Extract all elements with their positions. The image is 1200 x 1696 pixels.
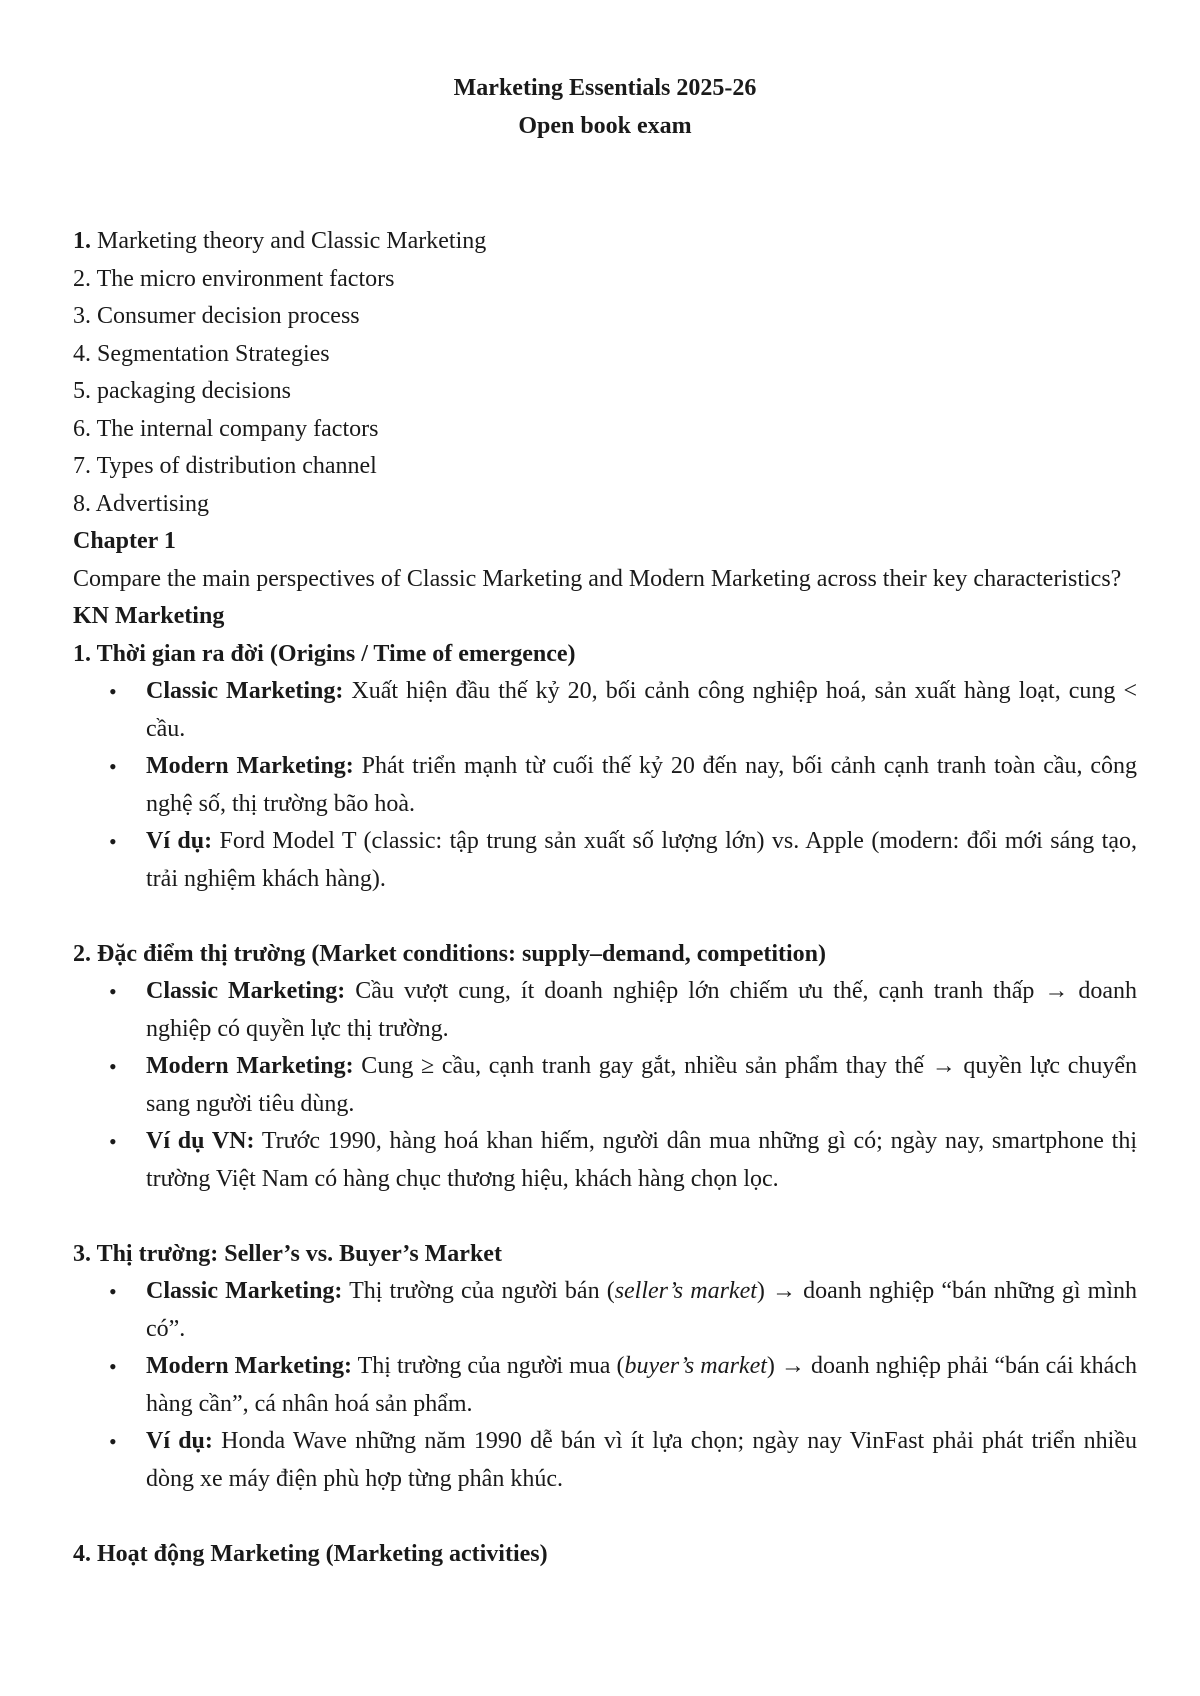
topic-item [73, 223, 1137, 261]
bullet-text: Trước 1990, hàng hoá khan hiếm, người dân mua những gì có; ngày nay, smartphone thị trường Việt Nam có hàng chục thương hiệu, khách hàng chọn lọc. [146, 1128, 1138, 1192]
topic-item [73, 373, 1137, 411]
spacer [73, 1498, 1137, 1536]
bullet-text: Ford Model T (classic: tập trung sản xuất số lượng lớn) vs. Apple (modern: đổi mới sáng tạo, trải nghiệm khách hàng). [146, 828, 1137, 892]
topic-number: 7. [73, 453, 91, 479]
section-heading: 2. Đặc điểm thị trường (Market conditions: supply–demand, competition) [73, 940, 827, 967]
spacer [73, 898, 1137, 936]
topic-item [73, 448, 1137, 486]
topic-list [73, 223, 1137, 523]
document-page [73, 70, 1137, 1573]
topic-item [73, 411, 1137, 449]
section-heading: 3. Thị trường: Seller’s vs. Buyer’s Market [73, 1240, 502, 1267]
topic-item [73, 261, 1137, 299]
section-heading: 1. Thời gian ra đời (Origins / Time of emergence) [73, 640, 576, 667]
bullet-item [73, 673, 1137, 748]
chapter-heading: Chapter 1 [73, 528, 176, 554]
bullet-text: Thị trường của người bán ( [342, 1278, 615, 1304]
kn-heading: KN Marketing [73, 603, 225, 629]
topic-item [73, 486, 1137, 524]
bullet-dot-icon: • [109, 829, 117, 854]
bullet-text: Phát triển mạnh từ cuối thế kỷ 20 đến nay, bối cảnh cạnh tranh toàn cầu, công nghệ số, thị trường bão hoà. [146, 753, 1137, 817]
topic-number: 8. [73, 490, 91, 517]
bullet-item [73, 748, 1137, 823]
bullet-item [73, 823, 1137, 898]
topic-item [73, 336, 1137, 374]
bullet-label: Modern Marketing: [146, 753, 354, 779]
section-heading: 4. Hoạt động Marketing (Marketing activities) [73, 1540, 548, 1567]
topic-text: Consumer decision process [91, 303, 360, 329]
bullet-label: Ví dụ: [146, 1428, 213, 1454]
topic-number: 2. [73, 265, 91, 292]
bullet-item [73, 1348, 1137, 1423]
bullet-list [73, 673, 1137, 898]
document-subtitle: Open book exam [518, 112, 692, 139]
bullet-text: ) → doanh nghiệp phải “bán cái khách hàng cần”, cá nhân hoá sản phẩm. [146, 1353, 1137, 1417]
topic-text: Types of distribution channel [91, 453, 377, 479]
topic-text: The micro environment factors [91, 265, 395, 292]
bullet-label: Classic Marketing: [146, 978, 346, 1004]
bullet-item [73, 1048, 1137, 1123]
bullet-label: Ví dụ VN: [146, 1128, 255, 1154]
bullet-text: Cầu vượt cung, ít doanh nghiệp lớn chiếm ưu thế, cạnh tranh thấp → doanh nghiệp có quyền lực thị trường. [146, 978, 1137, 1042]
title-block [73, 70, 1137, 145]
bullet-dot-icon: • [109, 1354, 117, 1379]
bullet-label: Ví dụ: [146, 828, 213, 854]
bullet-text: ) → doanh nghiệp “bán những gì mình có”. [146, 1278, 1137, 1342]
topic-number: 4. [73, 340, 91, 367]
bullet-text: Cung ≥ cầu, cạnh tranh gay gắt, nhiều sản phẩm thay thế → quyền lực chuyển sang người tiêu dùng. [146, 1053, 1137, 1117]
document-title: Marketing Essentials 2025-26 [453, 75, 757, 101]
bullet-text: Honda Wave những năm 1990 dễ bán vì ít lựa chọn; ngày nay VinFast phải phát triển nhiều dòng xe máy điện phù hợp từng phân khúc. [146, 1428, 1138, 1492]
bullet-text: Thị trường của người mua ( [352, 1353, 625, 1379]
bullet-item [73, 1423, 1137, 1498]
topic-number: 5. [73, 378, 91, 404]
topic-text: Advertising [91, 490, 209, 517]
bullet-dot-icon: • [109, 1279, 117, 1304]
topic-text: The internal company factors [91, 415, 379, 442]
topic-text: Marketing theory and Classic Marketing [91, 228, 487, 254]
bullet-label: Modern Marketing: [146, 1353, 352, 1379]
bullet-text: Xuất hiện đầu thế kỷ 20, bối cảnh công nghiệp hoá, sản xuất hàng loạt, cung < cầu. [146, 678, 1138, 742]
bullet-item [73, 1273, 1137, 1348]
bullet-dot-icon: • [109, 754, 117, 779]
bullet-list [73, 1273, 1137, 1498]
topic-number: 1. [73, 228, 91, 254]
bullet-label: Modern Marketing: [146, 1053, 354, 1079]
bullet-label: Classic Marketing: [146, 678, 344, 704]
topic-item [73, 298, 1137, 336]
bullet-label: Classic Marketing: [146, 1278, 343, 1304]
bullet-italic-term: seller’s market [614, 1278, 757, 1304]
bullet-item [73, 973, 1137, 1048]
chapter-question: Compare the main perspectives of Classic Marketing and Modern Marketing across their key characteristics? [73, 565, 1122, 592]
topic-text: Segmentation Strategies [91, 340, 330, 367]
bullet-dot-icon: • [109, 979, 117, 1004]
bullet-dot-icon: • [109, 1429, 117, 1454]
bullet-dot-icon: • [109, 1129, 117, 1154]
bullet-italic-term: buyer’s market [624, 1353, 767, 1379]
bullet-dot-icon: • [109, 1054, 117, 1079]
topic-number: 6. [73, 415, 91, 442]
topic-number: 3. [73, 303, 91, 329]
bullet-dot-icon: • [109, 679, 117, 704]
topic-text: packaging decisions [91, 378, 291, 404]
bullet-list [73, 973, 1137, 1198]
spacer [73, 1198, 1137, 1236]
bullet-item [73, 1123, 1137, 1198]
